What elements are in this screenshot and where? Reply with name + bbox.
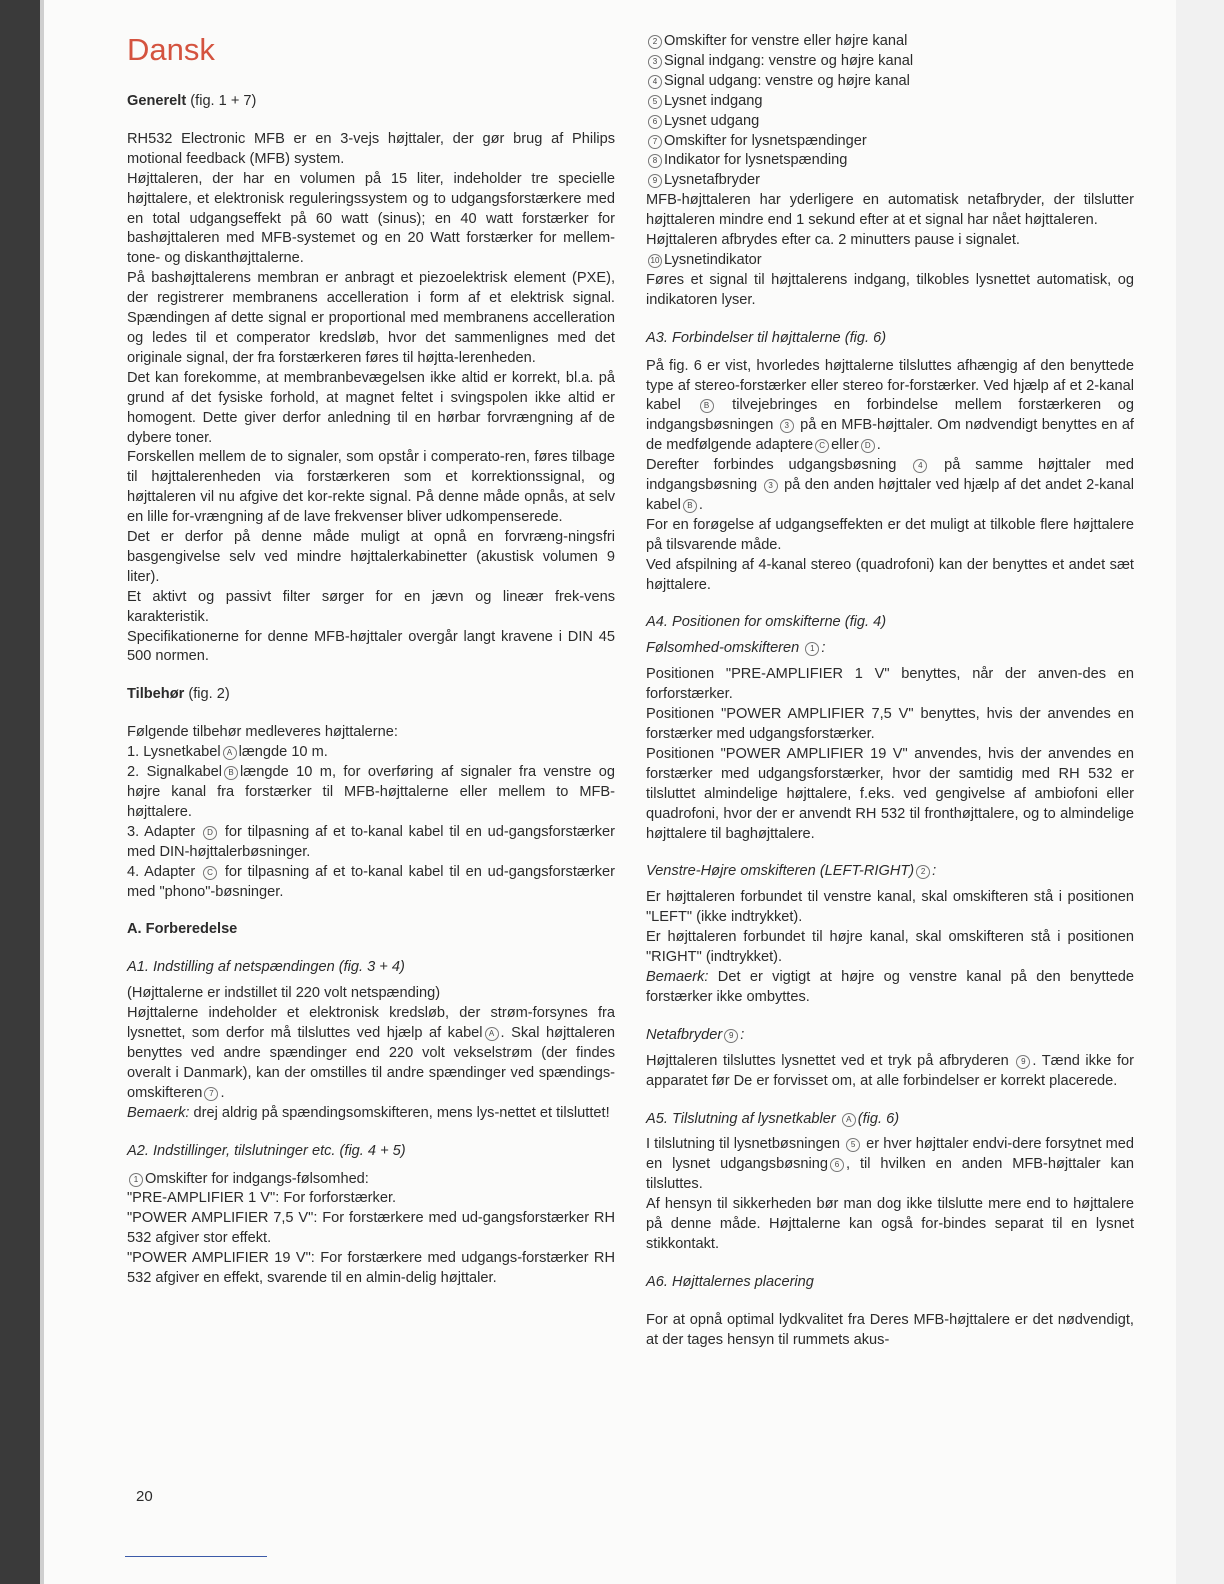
- marker-icon: 6: [830, 1158, 844, 1172]
- generelt-heading: Generelt (fig. 1 + 7): [127, 93, 257, 109]
- control-item: 4 Signal udgang: venstre og højre kanal: [646, 72, 1134, 92]
- generelt-paragraph-1: RH532 Electronic MFB er en 3-vejs højttaler, der gør brug af Philips motional feedback (MFB) system.: [127, 130, 615, 167]
- a4-paragraph: Positionen "PRE-AMPLIFIER 1 V" benyttes, når der anven-des en forforstærker.: [646, 666, 1134, 703]
- a4-heading: A4. Positionen for omskifterne (fig. 4): [646, 614, 887, 631]
- right-column: [646, 32, 1134, 1351]
- marker-icon: C: [203, 866, 217, 880]
- indicator-text: Føres et signal til højttalerens indgang, tilkobles lysnettet automatisk, og indikatoren lyser.: [646, 271, 1134, 308]
- tilbehor-item: 1. Lysnetkabel A længde 10 m.: [127, 744, 328, 761]
- indicator-label: 10 Lysnetindikator: [646, 251, 1134, 271]
- marker-icon: B: [683, 499, 697, 513]
- marker-icon: 8: [648, 154, 662, 168]
- a2-line-1: 1 Omskifter for indgangs-følsomhed:: [127, 1170, 615, 1190]
- a6-heading: A6. Højttalernes placering: [646, 1273, 814, 1290]
- a1-paragraph-2: Højttalerne indeholder et elektronisk kredsløb, der strøm-forsynes fra lysnettet, som derfor må tilsluttes ved hjælp af kabel A . Skal højttaleren benyttes ved andre spændinger end 220 volt vekselstrøm (der findes overalt i Danmark), kan der omstilles til andre spændinger ved spændings-omskifteren 7 .: [127, 1005, 615, 1101]
- marker-icon: 5: [648, 95, 662, 109]
- a1-paragraph-1: (Højttalerne er indstillet til 220 volt netspænding): [127, 985, 441, 1002]
- marker-icon: C: [815, 439, 829, 453]
- marker-icon: D: [861, 439, 875, 453]
- a4-paragraph: Positionen "POWER AMPLIFIER 7,5 V" benyttes, hvis der anvendes en forstærker med udgangsforstærker.: [646, 706, 1134, 742]
- marker-icon: 3: [780, 419, 794, 433]
- a3-paragraph-3: For en forøgelse af udgangseffekten er det muligt at tilkoble flere højttalere på tilsvarende måde.: [646, 516, 1134, 553]
- a6-paragraph: For at opnå optimal lydkvalitet fra Deres MFB-højttalere er det nødvendigt, at der tages hensyn til rummets akus-: [646, 1311, 1134, 1348]
- a4-paragraph: Er højttaleren forbundet til højre kanal, skal omskifteren stå i positionen "RIGHT" (indtrykket).: [646, 929, 1134, 966]
- marker-icon: A: [223, 746, 237, 760]
- a5-heading: A5. Tilslutning af lysnetkabler A (fig. 6): [646, 1110, 900, 1127]
- marker-icon: 9: [1016, 1055, 1030, 1069]
- netafbryder-paragraph: Højttaleren tilsluttes lysnettet ved et tryk på afbryderen 9 . Tænd ikke for apparatet før De er forvisset om, at alle forbindelser er korrekt placerede.: [646, 1052, 1134, 1089]
- tilbehor-intro: Følgende tilbehør medleveres højttalerne:: [127, 724, 398, 741]
- control-item: 5 Lysnet indgang: [646, 92, 1134, 112]
- marker-icon: 7: [204, 1087, 218, 1101]
- auto-switch-paragraph-2: Højttaleren afbrydes efter ca. 2 minutters pause i signalet.: [646, 232, 1020, 249]
- a4-note: Bemaerk: Det er vigtigt at højre og venstre kanal på den benyttede forstærker ikke ombyttes.: [646, 968, 1134, 1005]
- marker-icon: 6: [648, 115, 662, 129]
- a4-paragraph: Er højttaleren forbundet til venstre kanal, skal omskifteren stå i positionen "LEFT" (ikke indtrykket).: [646, 889, 1134, 926]
- marker-icon: 7: [648, 135, 662, 149]
- a1-note: Bemaerk: drej aldrig på spændingsomskifteren, mens lys-nettet et tilsluttet!: [127, 1104, 610, 1121]
- marker-icon: 4: [913, 459, 927, 473]
- marker-icon: A: [842, 1113, 856, 1127]
- marker-icon: B: [700, 399, 714, 413]
- page-number: 20: [136, 1488, 153, 1505]
- marker-icon: 1: [129, 1173, 143, 1187]
- marker-icon: 2: [648, 35, 662, 49]
- footer-rule: [125, 1556, 267, 1557]
- generelt-paragraph-5: Forskellen mellem de to signaler, som opstår i comperato-ren, føres tilbage til højttalerenheden via forstærkeren som et korrektionssignal, og højttaleren vil nu afgive det kor-rekte signal. På denne måde opnås, at selv en lille for-vrængning af de lave frekvenser bliver udkompenserede.: [127, 449, 615, 526]
- a2-line-3: "POWER AMPLIFIER 7,5 V": For forstærkere med ud-gangsforstærker RH 532 afgiver stor effekt.: [127, 1210, 615, 1247]
- marker-icon: 5: [846, 1138, 860, 1152]
- marker-icon: 3: [764, 479, 778, 493]
- marker-icon: 3: [648, 55, 662, 69]
- right-margin: [1176, 0, 1224, 1584]
- a4-paragraph: Positionen "POWER AMPLIFIER 19 V" anvendes, hvis der anvendes en forstærker med udgangsforstærker, hvor der samtidig med RH 532 er tilsluttet almindelige højttalere, f.eks. ved gengivelse af ambiofoni eller quadrofoni, hvor der er anvendt RH 532 til fronthøjttalere, og to almindelige højttalere til baghøjttalere.: [646, 745, 1134, 842]
- book-spine: [0, 0, 40, 1584]
- marker-icon: A: [485, 1027, 499, 1041]
- a5-paragraph-2: Af hensyn til sikkerheden bør man dog ikke tilslutte mere end to højttalere på denne måde. Højttalerne kan også for-bindes separat til en lysnet stikkontakt.: [646, 1196, 1134, 1252]
- a2-line-2: "PRE-AMPLIFIER 1 V": For forforstærker.: [127, 1190, 397, 1207]
- a4-subheading-sensitivity: Følsomhed-omskifteren 1 :: [646, 640, 826, 657]
- generelt-paragraph-7: Et aktivt og passivt filter sørger for en jævn og lineær frek-vens karakteristik.: [127, 588, 615, 625]
- tilbehor-item: 3. Adapter D for tilpasning af et to-kanal kabel til en ud-gangsforstærker med DIN-højttalerbøsninger.: [127, 823, 615, 860]
- marker-icon: 9: [724, 1029, 738, 1043]
- control-item: 8 Indikator for lysnetspænding: [646, 151, 1134, 171]
- control-item: 2 Omskifter for venstre eller højre kanal: [646, 32, 1134, 52]
- a3-paragraph-4: Ved afspilning af 4-kanal stereo (quadrofoni) kan der benyttes et andet sæt højttalere.: [646, 556, 1134, 593]
- marker-icon: 4: [648, 75, 662, 89]
- a1-heading: A1. Indstilling af netspændingen (fig. 3 + 4): [127, 959, 405, 976]
- tilbehor-item: 4. Adapter C for tilpasning af et to-kanal kabel til en ud-gangsforstærker med "phono"-bøsninger.: [127, 863, 615, 900]
- generelt-paragraph-2: Højttaleren, der har en volumen på 15 liter, indeholder tre specielle højttalere, et elektronisk reguleringssystem og to udgangsforstærkere med en total udgangseffekt på 60 watt (sinus); en 40 watt forstærker for bashøjttaleren med MFB-systemet og en 20 Watt forstærker for mellem-tone- og diskanthøjttalerne.: [127, 170, 615, 267]
- marker-icon: 10: [648, 254, 662, 268]
- generelt-paragraph-8: Specifikationerne for denne MFB-højttaler overgår langt kravene i DIN 45 500 normen.: [127, 628, 615, 665]
- tilbehor-item: 2. Signalkabel B længde 10 m, for overføring af signaler fra venstre og højre kanal fra forstærker til MFB-højttalerne eller mellem to MFB-højttalere.: [127, 764, 615, 820]
- a4-subheading-left-right: Venstre-Højre omskifteren (LEFT-RIGHT) 2 :: [646, 863, 937, 880]
- control-item: 3 Signal indgang: venstre og højre kanal: [646, 52, 1134, 72]
- marker-icon: D: [203, 826, 217, 840]
- marker-icon: 1: [805, 642, 819, 656]
- generelt-paragraph-3: På bashøjttalerens membran er anbragt et piezoelektrisk element (PXE), der registrerer membranens accelleration i form af et elektrisk signal. Spændingen af dette signal er proportional med membranens accelleration og ledes til et comperator kredsløb, hvor det sammenlignes med det originale signal, der fra forstærkeren føres til højtta-lerenheden.: [127, 270, 615, 366]
- left-column: [127, 26, 615, 1289]
- control-item: 9 Lysnetafbryder: [646, 171, 1134, 191]
- marker-icon: B: [224, 766, 238, 780]
- a2-line-4: "POWER AMPLIFIER 19 V": For forstærkere med udgangs-forstærker RH 532 afgiver en effekt, svarende til en almin-delig højttaler.: [127, 1250, 615, 1287]
- a5-paragraph-1: I tilslutning til lysnetbøsningen 5 er hver højttaler endvi-dere forsytnet med en lysnet udgangsbøsning 6 , til hvilken en anden MFB-højttaler kan tilsluttes.: [646, 1136, 1135, 1193]
- a3-heading: A3. Forbindelser til højttalerne (fig. 6): [646, 329, 887, 346]
- netafbryder-subheading: Netafbryder 9 :: [646, 1026, 745, 1043]
- auto-switch-paragraph: MFB-højttaleren har yderligere en automatisk netafbryder, der tilslutter højttaleren mindre end 1 sekund efter at et signal har nået højttaleren.: [646, 192, 1134, 229]
- forberedelse-heading: A. Forberedelse: [127, 921, 238, 938]
- control-item: 7 Omskifter for lysnetspændinger: [646, 132, 1134, 152]
- a3-paragraph-2: Derefter forbindes udgangsbøsning 4 på samme højttaler med indgangsbøsning 3 på den anden højttaler ved hjælp af det andet 2-kanal kabel B .: [646, 457, 1134, 513]
- marker-icon: 2: [916, 865, 930, 879]
- control-item: 6 Lysnet udgang: [646, 112, 1134, 132]
- a2-heading: A2. Indstillinger, tilslutninger etc. (fig. 4 + 5): [127, 1142, 406, 1159]
- marker-icon: 9: [648, 174, 662, 188]
- tilbehor-heading: Tilbehør (fig. 2): [127, 686, 230, 703]
- generelt-paragraph-4: Det kan forekomme, at membranbevægelsen ikke altid er korrekt, bl.a. på grund af det fysiske forhold, at magnet feltet i svingspolen ikke altid er homogent. Dette giver derfor anledning til en hørbar forvrængning af de dybere toner.: [127, 369, 615, 446]
- page-title: Dansk: [127, 32, 215, 67]
- generelt-paragraph-6: Det er derfor på denne måde muligt at opnå en forvræng-ningsfri basgengivelse selv ved mindre højttalerkabinetter (akustisk volumen 9 liter).: [127, 529, 615, 585]
- a3-paragraph-1: På fig. 6 er vist, hvorledes højttalerne tilsluttes afhængig af den benyttede type af stereo-forstærker eller stereo for-forstærker. Ved hjælp af et 2-kanal kabel B tilvejebringes en forbindelse mellem forstærkeren og indgangsbøsningen 3 på en MFB-højttaler. Om nødvendigt benyttes en af de medfølgende adaptere C eller D .: [646, 357, 1135, 454]
